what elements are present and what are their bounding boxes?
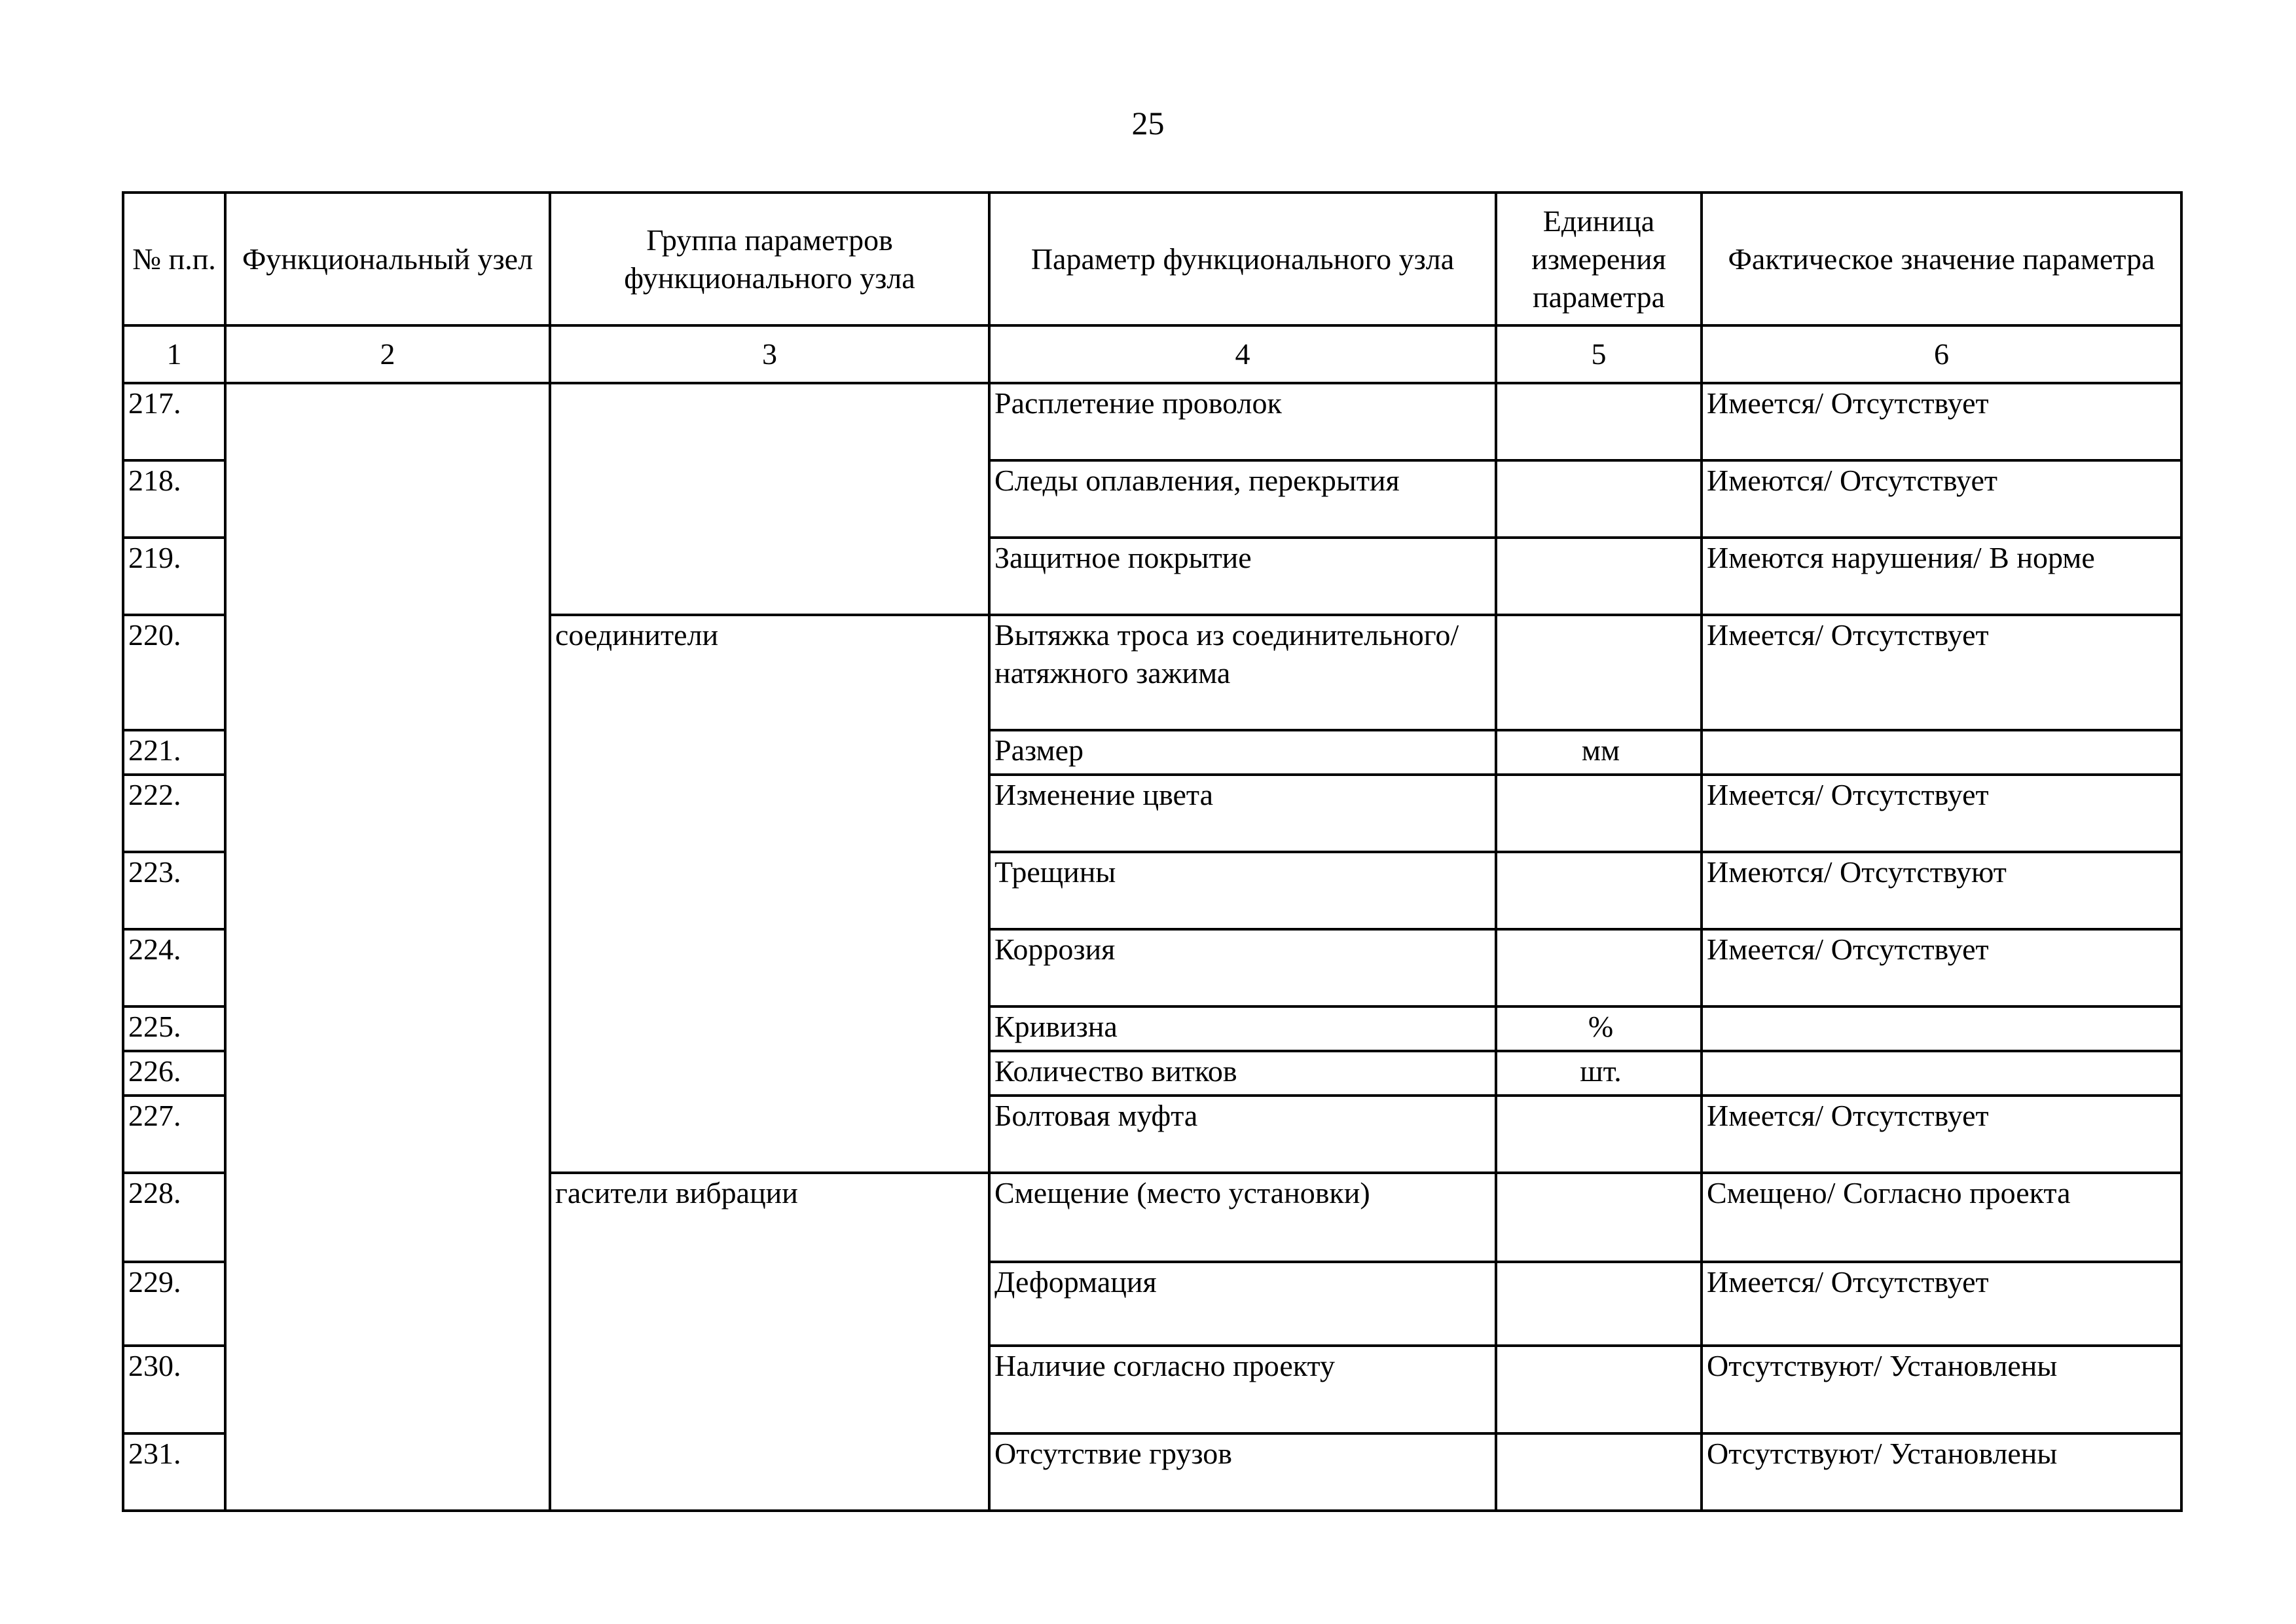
parameter-cell: Вытяжка троса из соединительного/натяжного зажима	[989, 615, 1496, 730]
unit-cell	[1496, 1096, 1702, 1173]
column-number: 4	[989, 325, 1496, 383]
column-number-row	[123, 325, 2181, 383]
unit-cell	[1496, 538, 1702, 615]
parameter-group-cell: соединители	[550, 615, 989, 1173]
column-number: 1	[123, 325, 225, 383]
row-number: 229.	[123, 1262, 225, 1346]
header-parameter: Параметр функционального узла	[989, 193, 1496, 325]
functional-unit-cell	[225, 383, 550, 1511]
parameter-cell: Коррозия	[989, 929, 1496, 1006]
row-number: 218.	[123, 460, 225, 538]
value-cell	[1702, 730, 2181, 775]
value-cell	[1702, 1051, 2181, 1096]
parameter-group-cell: гасители вибрации	[550, 1173, 989, 1511]
unit-cell	[1496, 852, 1702, 929]
value-cell: Смещено/ Согласно проекта	[1702, 1173, 2181, 1262]
column-number: 2	[225, 325, 550, 383]
row-number: 217.	[123, 383, 225, 460]
value-cell: Отсутствуют/ Установлены	[1702, 1346, 2181, 1433]
value-cell: Имеется/ Отсутствует	[1702, 929, 2181, 1006]
row-number: 226.	[123, 1051, 225, 1096]
unit-cell	[1496, 1433, 1702, 1511]
header-actual-value: Фактическое значение параметра	[1702, 193, 2181, 325]
parameter-cell: Изменение цвета	[989, 775, 1496, 852]
unit-cell	[1496, 1262, 1702, 1346]
value-cell: Имеется/ Отсутствует	[1702, 775, 2181, 852]
unit-cell	[1496, 383, 1702, 460]
unit-cell	[1496, 460, 1702, 538]
column-number: 5	[1496, 325, 1702, 383]
parameter-cell: Следы оплавления, перекрытия	[989, 460, 1496, 538]
unit-cell	[1496, 615, 1702, 730]
parameter-cell: Кривизна	[989, 1006, 1496, 1051]
row-number: 231.	[123, 1433, 225, 1511]
parameter-group-cell	[550, 383, 989, 615]
value-cell: Имеется/ Отсутствует	[1702, 383, 2181, 460]
value-cell: Имеется/ Отсутствует	[1702, 1096, 2181, 1173]
parameter-cell: Деформация	[989, 1262, 1496, 1346]
parameter-cell: Отсутствие грузов	[989, 1433, 1496, 1511]
parameter-cell: Защитное покрытие	[989, 538, 1496, 615]
table-row	[123, 383, 2181, 460]
parameter-cell: Расплетение проволок	[989, 383, 1496, 460]
table-header-row	[123, 193, 2181, 325]
header-parameter-group: Группа параметров функционального узла	[550, 193, 989, 325]
parameter-cell: Трещины	[989, 852, 1496, 929]
parameter-cell: Размер	[989, 730, 1496, 775]
unit-cell	[1496, 1346, 1702, 1433]
column-number: 3	[550, 325, 989, 383]
page-number: 25	[1131, 105, 1165, 141]
unit-cell: %	[1496, 1006, 1702, 1051]
row-number: 223.	[123, 852, 225, 929]
unit-cell	[1496, 1173, 1702, 1262]
parameter-cell: Количество витков	[989, 1051, 1496, 1096]
header-unit: Единица измерения параметра	[1496, 193, 1702, 325]
row-number: 230.	[123, 1346, 225, 1433]
header-functional-unit: Функциональный узел	[225, 193, 550, 325]
row-number: 225.	[123, 1006, 225, 1051]
unit-cell	[1496, 929, 1702, 1006]
header-number: № п.п.	[123, 193, 225, 325]
row-number: 227.	[123, 1096, 225, 1173]
value-cell: Имеются нарушения/ В норме	[1702, 538, 2181, 615]
value-cell: Имеется/ Отсутствует	[1702, 615, 2181, 730]
unit-cell: шт.	[1496, 1051, 1702, 1096]
value-cell: Имеется/ Отсутствует	[1702, 1262, 2181, 1346]
row-number: 224.	[123, 929, 225, 1006]
value-cell: Имеются/ Отсутствует	[1702, 460, 2181, 538]
value-cell: Имеются/ Отсутствуют	[1702, 852, 2181, 929]
parameters-table	[122, 191, 2183, 1512]
unit-cell: мм	[1496, 730, 1702, 775]
parameter-cell: Болтовая муфта	[989, 1096, 1496, 1173]
row-number: 222.	[123, 775, 225, 852]
row-number: 219.	[123, 538, 225, 615]
unit-cell	[1496, 775, 1702, 852]
value-cell: Отсутствуют/ Установлены	[1702, 1433, 2181, 1511]
parameter-cell: Наличие согласно проекту	[989, 1346, 1496, 1433]
row-number: 220.	[123, 615, 225, 730]
parameter-cell: Смещение (место установки)	[989, 1173, 1496, 1262]
row-number: 228.	[123, 1173, 225, 1262]
column-number: 6	[1702, 325, 2181, 383]
value-cell	[1702, 1006, 2181, 1051]
row-number: 221.	[123, 730, 225, 775]
